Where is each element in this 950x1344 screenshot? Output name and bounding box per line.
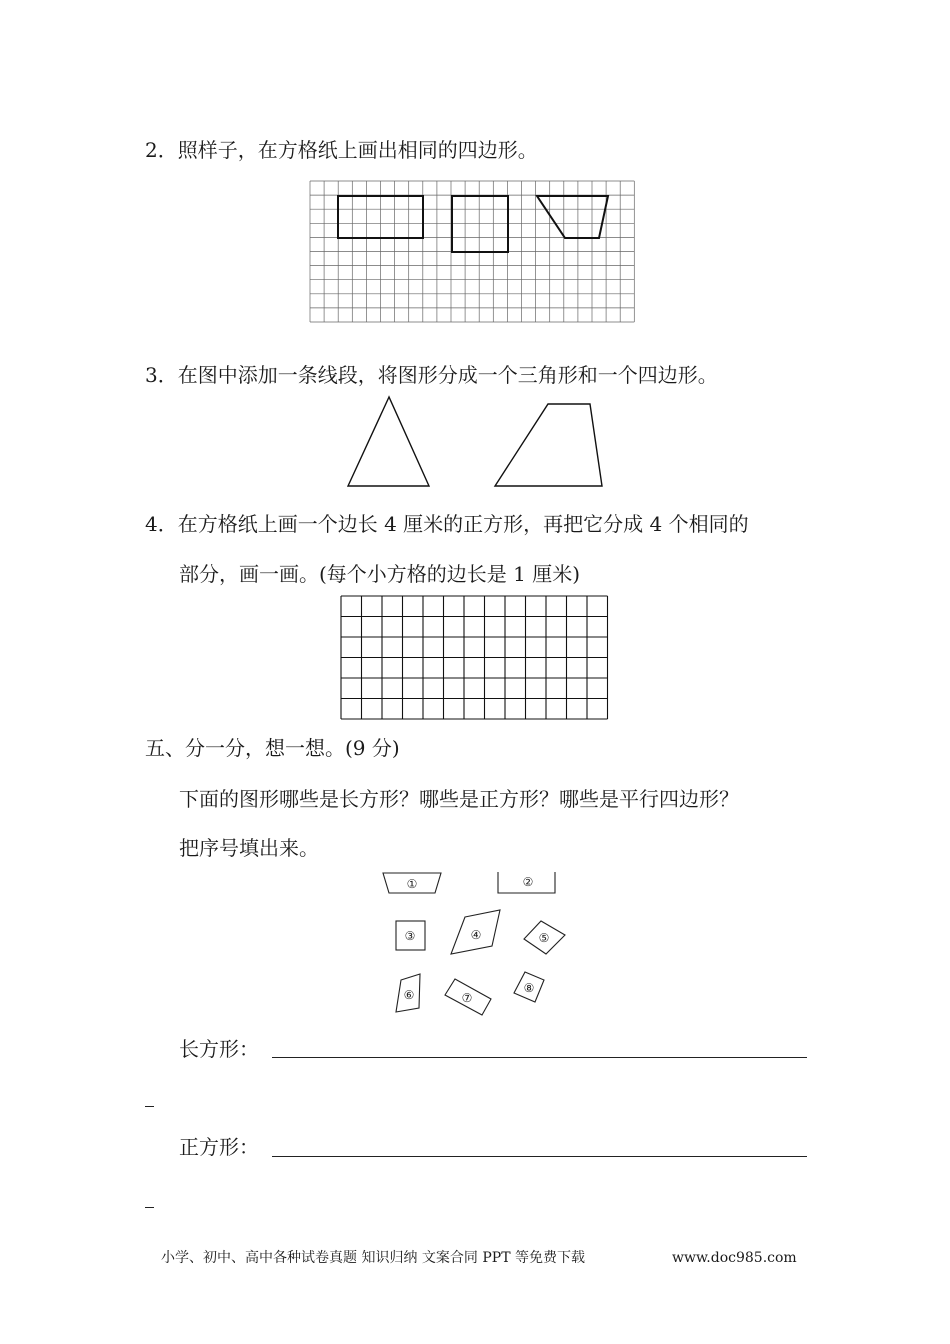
- shape-label-1: ①: [406, 877, 418, 891]
- footer-ad-text: 小学、初中、高中各种试卷真题 知识归纳 文案合同 PPT 等免费下载: [161, 1250, 585, 1266]
- question-4-number: 4．: [145, 512, 178, 536]
- section-5-instruction-line2: 把序号填出来。: [179, 836, 319, 860]
- shape-label-6: ⑥: [403, 988, 415, 1002]
- question-2: [145, 138, 538, 162]
- shapes-to-classify: [375, 862, 575, 1022]
- shape-label-7: ⑦: [461, 991, 473, 1005]
- answer-rectangle-blank[interactable]: [272, 1057, 807, 1058]
- footer-website-link[interactable]: www.doc985.com: [672, 1250, 797, 1266]
- quadrilateral-shape: [495, 404, 602, 486]
- grid-lines: [341, 596, 608, 719]
- shape-label-4: ④: [470, 928, 482, 942]
- grid-paper-example-quadrilaterals: [309, 180, 639, 326]
- answer-rectangle-label: 长方形：: [179, 1037, 259, 1061]
- question-2-text: 照样子，在方格纸上画出相同的四边形。: [177, 138, 538, 162]
- answer-square-blank[interactable]: [272, 1156, 807, 1157]
- question-2-number: 2．: [145, 138, 178, 162]
- shape-label-5: ⑤: [538, 931, 550, 945]
- question-3: [145, 363, 718, 387]
- question-3-number: 3．: [145, 363, 178, 387]
- question-4-text-line2: 部分，画一画。(每个小方格的边长是 1 厘米): [179, 562, 581, 586]
- example-trapezoid: [537, 196, 608, 238]
- answer-square-continuation: [145, 1207, 154, 1208]
- shape-label-8: ⑧: [523, 981, 535, 995]
- section-5-instruction-line1: 下面的图形哪些是长方形？哪些是正方形？哪些是平行四边形？: [179, 787, 739, 811]
- answer-square-label: 正方形：: [179, 1135, 259, 1159]
- shapes-to-divide: [340, 392, 610, 492]
- question-4-text-line1: 在方格纸上画一个边长 4 厘米的正方形，再把它分成 4 个相同的: [177, 512, 749, 536]
- question-3-text: 在图中添加一条线段，将图形分成一个三角形和一个四边形。: [177, 363, 718, 387]
- grid-paper-draw-square: [340, 595, 611, 721]
- shape-label-2: ②: [522, 875, 534, 889]
- shape-label-3: ③: [404, 929, 416, 943]
- example-square: [452, 196, 508, 252]
- question-4: [145, 512, 749, 536]
- section-5-heading: 五、分一分，想一想。(9 分): [145, 736, 400, 760]
- triangle-shape: [348, 397, 429, 486]
- answer-rectangle-continuation: [145, 1106, 154, 1107]
